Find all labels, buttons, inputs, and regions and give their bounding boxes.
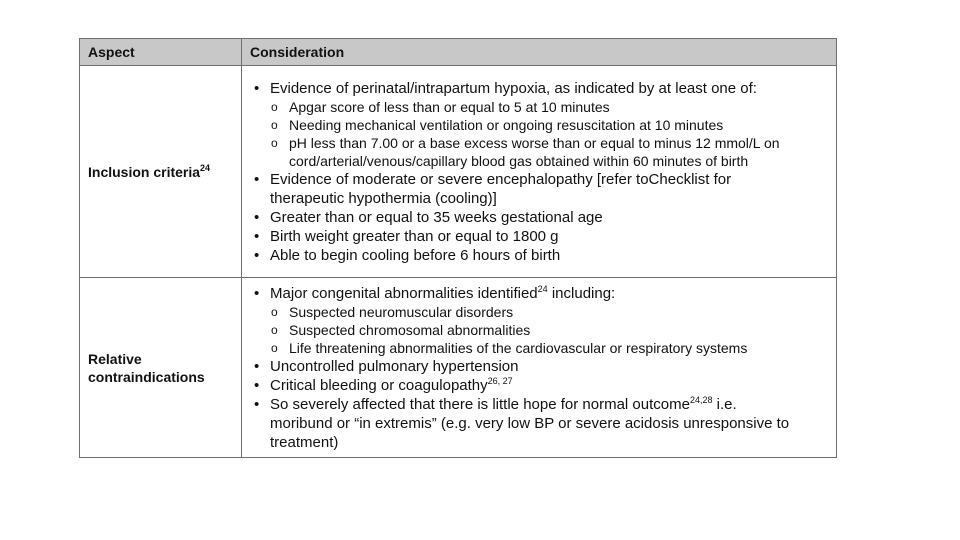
list-item: • Greater than or equal to 35 weeks gestational age [242, 208, 836, 227]
sub-list-item: o Life threatening abnormalities of the cardiovascular or respiratory systems [270, 339, 836, 357]
inclusion-label: Inclusion criteria [88, 163, 201, 180]
sub-list-item: o Suspected chromosomal abnormalities [270, 321, 836, 339]
inclusion-aspect-cell [80, 66, 242, 278]
list-item [242, 79, 836, 170]
inclusion-hypoxia-text: Evidence of perinatal/intrapartum hypoxia, as indicated by at least one of: [270, 80, 757, 97]
contra-consideration-cell [242, 278, 837, 458]
sub-list-item: o Apgar score of less than or equal to 5 at 10 minutes [270, 98, 836, 116]
list-item: • Evidence of moderate or severe encephalopathy [refer toChecklist for therapeutic hypothermia (cooling)] [242, 170, 836, 208]
contra-congenital-text: Major congenital abnormalities identified [270, 285, 538, 302]
list-item [242, 376, 836, 395]
header-row [80, 39, 837, 66]
header-consideration: Consideration [242, 39, 837, 66]
list-item: • Able to begin cooling before 6 hours of birth [242, 246, 836, 265]
sub-list-item: o Suspected neuromuscular disorders [270, 303, 836, 321]
ref-sup: 24 [537, 284, 548, 294]
criteria-table [79, 38, 837, 458]
inclusion-consideration-cell [242, 66, 837, 278]
inclusion-list [242, 79, 836, 265]
contra-label-line2: contraindications [88, 368, 205, 385]
inclusion-row [80, 66, 837, 278]
hypoxia-sublist [270, 98, 836, 170]
list-item: • Uncontrolled pulmonary hypertension [242, 357, 836, 376]
contra-bleeding-text: Critical bleeding or coagulopathy [270, 377, 488, 394]
congenital-sublist [270, 303, 836, 357]
contra-severe-text: So severely affected that there is little hope for normal outcome [270, 396, 690, 413]
contra-label-line1: Relative [88, 350, 142, 367]
ref-sup: 24,28 [689, 395, 713, 405]
list-item [242, 395, 836, 452]
sub-list-item: o pH less than 7.00 or a base excess worse than or equal to minus 12 mmol/L on cord/arterial/venous/capillary blood gas obtained within 60 minutes of birth [270, 134, 836, 170]
list-item [242, 284, 836, 357]
contra-congenital-suffix: including: [547, 285, 616, 302]
contraindications-row [80, 278, 837, 458]
contra-aspect-cell [80, 278, 242, 458]
list-item: • Birth weight greater than or equal to 1800 g [242, 227, 836, 246]
inclusion-label-ref: 24 [200, 162, 211, 173]
sub-list-item: o Needing mechanical ventilation or ongoing resuscitation at 10 minutes [270, 116, 836, 134]
header-aspect: Aspect [80, 39, 242, 66]
contra-severe-suffix: i.e. moribund or “in extremis” (e.g. very low BP or severe acidosis unresponsive to treatment) [270, 396, 790, 451]
ref-sup: 26, 27 [487, 376, 513, 386]
contra-list [242, 284, 836, 452]
